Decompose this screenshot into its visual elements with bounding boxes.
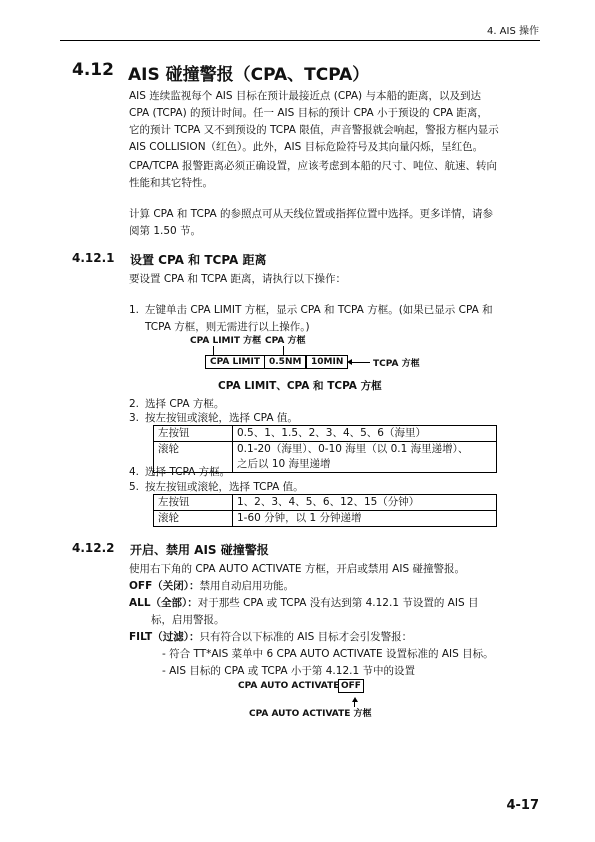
step-4: 4. 选择 TCPA 方框。 bbox=[129, 466, 231, 478]
table-row: 滚轮 0.1-20（海里）、0-10 海里（以 0.1 海里递增）、 bbox=[154, 442, 497, 458]
step-5: 5. 按左按钮或滚轮，选择 TCPA 值。 bbox=[129, 481, 304, 493]
subsection-intro: 要设置 CPA 和 TCPA 距离，请执行以下操作： bbox=[129, 273, 346, 285]
page-number: 4-17 bbox=[506, 798, 539, 813]
tcpa-box[interactable]: 10MIN bbox=[306, 355, 348, 369]
cpa-box[interactable]: 0.5NM bbox=[264, 355, 306, 369]
auto-activate-label: CPA AUTO ACTIVATE bbox=[238, 681, 340, 691]
subsection-title: 开启、禁用 AIS 碰撞警报 bbox=[130, 543, 269, 557]
intro-paragraph: AIS 连续监视每个 AIS 目标在预计最接近点 (CPA) 与本船的距离，以及到达 CPA (TCPA) 的预计时间。任一 AIS 目标的预计 CPA 小于预设的 CPA 距离， 它的预计 TCPA 又不到预设的 TCPA 限值，声音警报就会响起，警报方框内显示 AIS COLLISION（红色）。此外，AIS 目标危险符号及其向量闪烁，呈红色。 bbox=[129, 90, 499, 153]
option-off: OFF（关闭）：禁用自动启用功能。 bbox=[129, 580, 295, 592]
figure-caption: CPA AUTO ACTIVATE 方框 bbox=[249, 709, 372, 719]
arrow-left-icon bbox=[347, 359, 352, 365]
table-row: 滚轮 1-60 分钟，以 1 分钟递增 bbox=[154, 511, 497, 527]
running-header: 4. AIS 操作 bbox=[486, 26, 539, 37]
auto-activate-box[interactable]: OFF bbox=[338, 679, 364, 693]
filter-criterion-1: - 符合 TT*AIS 菜单中 6 CPA AUTO ACTIVATE 设置标准的 AIS 目标。 bbox=[162, 648, 494, 660]
section-title: AIS 碰撞警报（CPA、TCPA） bbox=[128, 65, 370, 85]
tcpa-callout: TCPA 方框 bbox=[373, 359, 420, 369]
step-1: 1. 左键单击 CPA LIMIT 方框，显示 CPA 和 TCPA 方框。(如果已显示 CPA 和 TCPA 方框，则无需进行以上操作。) bbox=[129, 304, 493, 333]
table-row: 左按钮 0.5、1、1.5、2、3、4、5、6（海里） bbox=[154, 426, 497, 442]
cpa-limit-callout: CPA LIMIT 方框 bbox=[190, 336, 262, 346]
option-filt: FILT（过滤）：只有符合以下标准的 AIS 目标才会引发警报： bbox=[129, 631, 413, 643]
callout-line-tcpa bbox=[350, 362, 370, 363]
reference-point-paragraph: 计算 CPA 和 TCPA 的参照点可从天线位置或指挥位置中选择。更多详情，请参 阅第 1.50 节。 bbox=[129, 208, 493, 237]
option-all: ALL（全部）：对于那些 CPA 或 TCPA 没有达到第 4.12.1 节设置的 AIS 目 标，启用警报。 bbox=[129, 597, 479, 626]
arrow-up-icon bbox=[352, 697, 358, 702]
step-3: 3. 按左按钮或滚轮，选择 CPA 值。 bbox=[129, 412, 298, 424]
table-row: 左按钮 1、2、3、4、5、6、12、15（分钟） bbox=[154, 495, 497, 511]
step-2: 2. 选择 CPA 方框。 bbox=[129, 398, 225, 410]
alarm-setting-paragraph: CPA/TCPA 报警距离必须正确设置，应该考虑到本船的尺寸、吨位、航速、转向 性能和其它特性。 bbox=[129, 160, 498, 189]
section-number: 4.12 bbox=[72, 60, 114, 80]
cpa-callout: CPA 方框 bbox=[265, 336, 306, 346]
subsection-intro: 使用右下角的 CPA AUTO ACTIVATE 方框，开启或禁用 AIS 碰撞警报。 bbox=[129, 563, 465, 575]
figure-caption: CPA LIMIT、CPA 和 TCPA 方框 bbox=[218, 380, 382, 392]
table-row: 之后以 10 海里递增 bbox=[154, 457, 497, 473]
callout-line-limit bbox=[213, 346, 214, 355]
subsection-number: 4.12.1 bbox=[72, 251, 115, 265]
cpa-limit-box[interactable]: CPA LIMIT bbox=[205, 355, 265, 369]
tcpa-values-table bbox=[153, 494, 497, 527]
header-rule bbox=[60, 40, 540, 41]
subsection-title: 设置 CPA 和 TCPA 距离 bbox=[130, 253, 267, 267]
callout-line-cpa bbox=[283, 346, 284, 355]
subsection-number: 4.12.2 bbox=[72, 541, 115, 555]
filter-criterion-2: - AIS 目标的 CPA 或 TCPA 小于第 4.12.1 节中的设置 bbox=[162, 665, 415, 677]
